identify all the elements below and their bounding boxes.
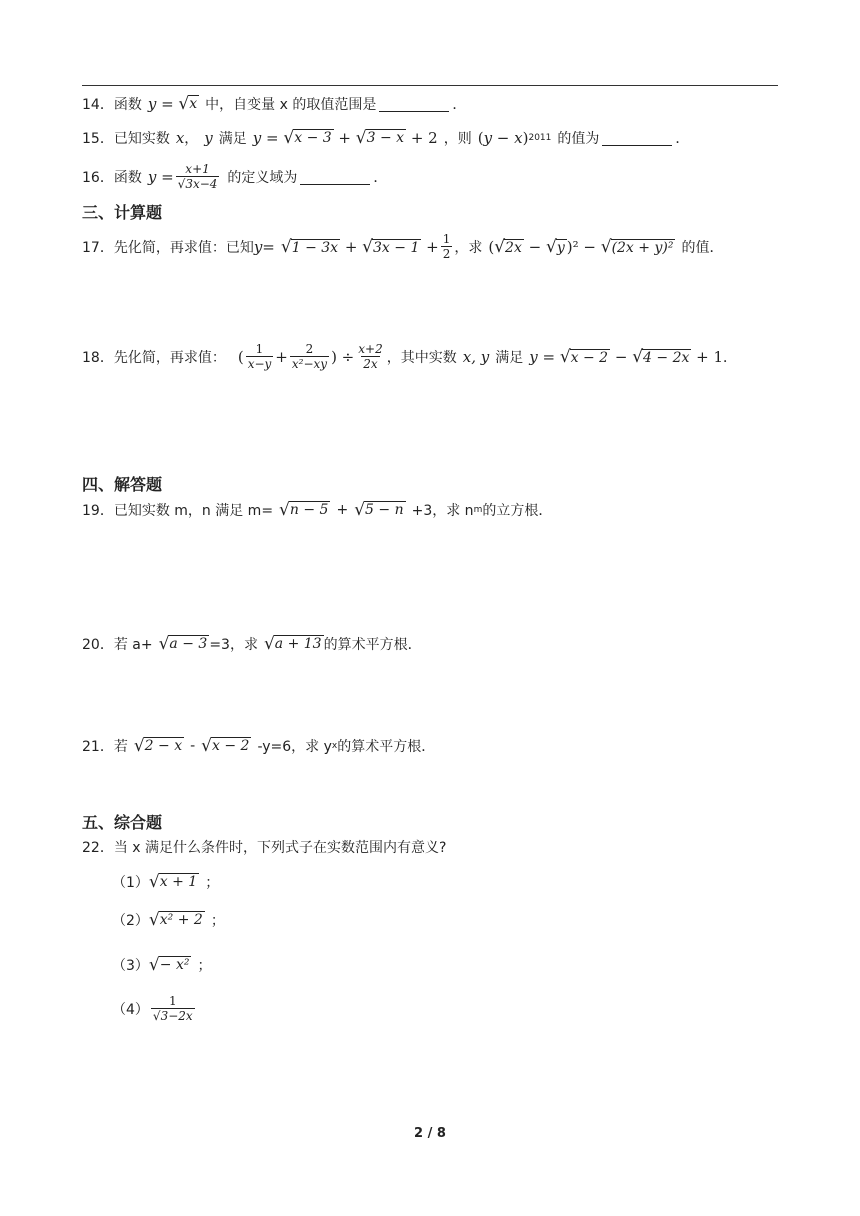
answer-blank[interactable] <box>379 97 449 112</box>
sub-item-1: （1） √ x + 1 ； <box>112 871 220 892</box>
section-heading: 四、解答题 <box>82 475 163 494</box>
section-heading: 五、综合题 <box>82 813 163 832</box>
question-21: 21．若 √ 2 − x - √ x − 2 -y=6，求 y x 的算术平方根． <box>82 735 436 756</box>
page-number: 2 / 8 <box>414 1126 446 1141</box>
question-22: 22．当 x 满足什么条件时，下列式子在实数范围内有意义? <box>82 840 447 856</box>
sub-item-3: （3） √ − x² ； <box>112 954 212 975</box>
question-14: 14．函数 y = √ x 中，自变量 x 的取值范围是 ． <box>82 93 467 114</box>
sub-item-4: （4） $\frac{1}{√3-2x}$ <box>112 994 193 1024</box>
sub-item-2: （2） √ x² + 2 ； <box>112 909 225 930</box>
question-15: 15．已知实数 x ， y 满足 y = √ x − 3 + √ 3 − x + 2 ，则 ( y − x ) 2011 的值为 ． <box>82 127 690 148</box>
answer-blank[interactable] <box>602 131 672 146</box>
question-18: 18．先化简，再求值： ( $\frac{1}{x-y}$ + $\frac{2}{\text{x²−xy}}$ ) ÷ $\frac{x+2}{2x}$ ，其中实数 x, y 满足 y = √ x − 2 − √ 4 − 2x + 1 ． <box>82 342 738 372</box>
question-20: 20．若 a+ √ a − 3 =3，求 √ a + 13 的算术平方根． <box>82 633 422 654</box>
answer-blank[interactable] <box>300 170 370 185</box>
section-heading: 三、计算题 <box>82 203 163 222</box>
question-17: 17．先化简，再求值：已知 y= √ 1 − 3x + √ 3x − 1 + $\frac{1}{2}$ ，求 ( √ 2x − √ y )² − √ (2x + y)² 的值． <box>82 232 724 262</box>
question-16: 16．函数 y = $\frac{x+1}{√3x-4}$ 的定义域为 ． <box>82 162 388 192</box>
question-19: 19．已知实数 m，n 满足 m= √ n − 5 + √ 5 − n +3，求 n m 的立方根． <box>82 499 553 520</box>
header-rule <box>82 85 778 86</box>
